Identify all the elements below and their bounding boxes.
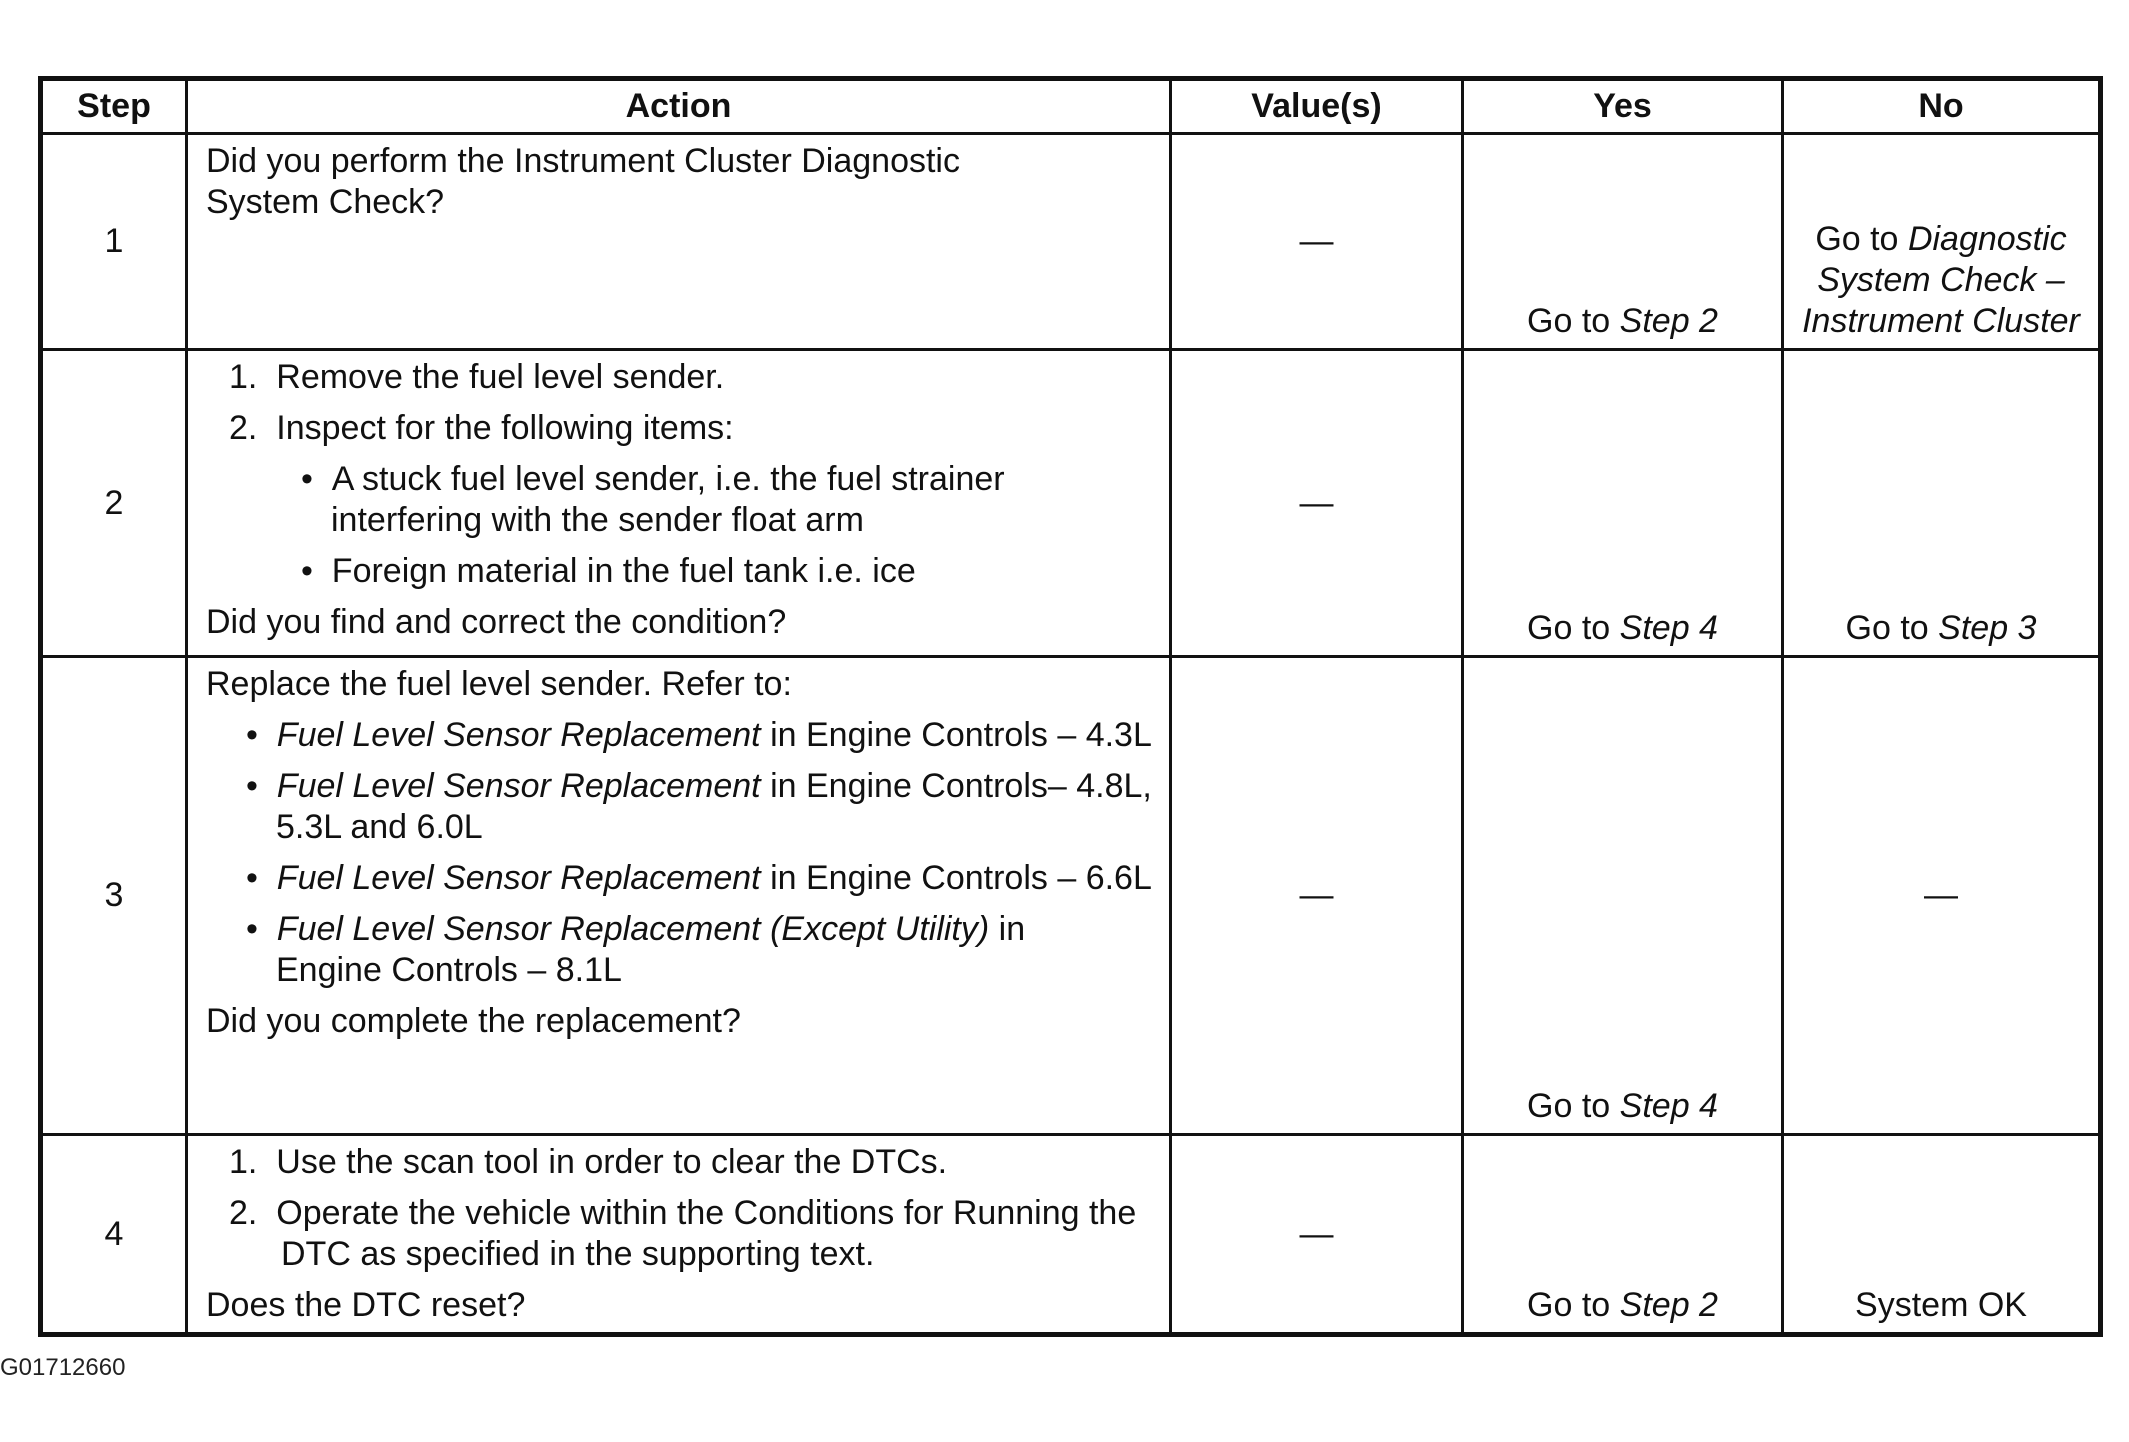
action-question: Did you perform the Instrument Cluster Diagnostic System Check? <box>206 142 960 221</box>
yes-prefix: Go to <box>1527 609 1611 647</box>
item-number: 2. <box>229 409 258 447</box>
bullet-text: in Engine Controls – 8.1L <box>276 910 1026 989</box>
action-item <box>206 1193 1155 1275</box>
table-row <box>41 1135 2101 1335</box>
no-cell <box>1783 350 2101 657</box>
bullet-text: in Engine Controls– 4.8L, 5.3L and 6.0L <box>276 767 1152 846</box>
yes-cell <box>1463 134 1783 350</box>
step-number: 2 <box>41 350 187 657</box>
step-number: 4 <box>41 1135 187 1335</box>
bullet-ref: Fuel Level Sensor Replacement <box>276 767 761 805</box>
no-cell: — <box>1783 657 2101 1135</box>
item-number: 1. <box>229 358 258 396</box>
action-question: Did you complete the replacement? <box>206 1002 741 1040</box>
yes-step-ref: Step 2 <box>1619 1286 1718 1324</box>
table-row <box>41 134 2101 350</box>
action-question: Does the DTC reset? <box>206 1286 526 1324</box>
item-text: Remove the fuel level sender. <box>276 358 725 396</box>
yes-prefix: Go to <box>1527 302 1611 340</box>
item-text: Use the scan tool in order to clear the DTCs. <box>276 1143 948 1181</box>
no-cell: System OK <box>1783 1135 2101 1335</box>
figure-id: G01712660 <box>0 1354 126 1381</box>
bullet-ref: Fuel Level Sensor Replacement <box>276 859 761 897</box>
item-text: Operate the vehicle within the Conditions for Running the DTC as specified in the supporting text. <box>276 1194 1137 1273</box>
value-cell: — <box>1171 350 1463 657</box>
action-item <box>206 408 1155 449</box>
bullet-text: Foreign material in the fuel tank i.e. ice <box>331 552 916 590</box>
header-no: No <box>1783 79 2101 134</box>
yes-step-ref: Step 4 <box>1619 609 1718 647</box>
yes-prefix: Go to <box>1527 1087 1611 1125</box>
value-cell: — <box>1171 657 1463 1135</box>
action-bullet: • Fuel Level Sensor Replacement in Engine Controls– 4.8L, 5.3L and 6.0L <box>246 767 1152 846</box>
no-ref: Diagnostic System Check – Instrument Cluster <box>1802 220 2080 340</box>
action-cell <box>187 350 1171 657</box>
step-number: 3 <box>41 657 187 1135</box>
header-yes: Yes <box>1463 79 1783 134</box>
no-prefix: Go to <box>1815 220 1899 258</box>
value-cell: — <box>1171 134 1463 350</box>
action-bullet: • A stuck fuel level sender, i.e. the fuel strainer interfering with the sender float arm <box>301 460 1005 539</box>
header-row <box>41 79 2101 134</box>
item-number: 2. <box>229 1194 258 1232</box>
step-number: 1 <box>41 134 187 350</box>
action-cell <box>187 1135 1171 1335</box>
yes-cell <box>1463 657 1783 1135</box>
table-row <box>41 657 2101 1135</box>
item-number: 1. <box>229 1143 258 1181</box>
action-cell <box>187 657 1171 1135</box>
action-intro: Replace the fuel level sender. Refer to: <box>206 665 792 703</box>
bullet-text: in Engine Controls – 6.6L <box>760 859 1152 897</box>
bullet-text: in Engine Controls – 4.3L <box>760 716 1152 754</box>
no-step-ref: Step 3 <box>1938 609 2037 647</box>
action-question: Did you find and correct the condition? <box>206 603 787 641</box>
yes-cell <box>1463 1135 1783 1335</box>
action-bullet: • Foreign material in the fuel tank i.e. ice <box>301 552 916 590</box>
item-text: Inspect for the following items: <box>276 409 734 447</box>
bullet-ref: Fuel Level Sensor Replacement (Except Utility) <box>276 910 990 948</box>
yes-cell <box>1463 350 1783 657</box>
table-row <box>41 350 2101 657</box>
no-cell <box>1783 134 2101 350</box>
action-bullet: • Fuel Level Sensor Replacement in Engine Controls – 6.6L <box>246 859 1152 897</box>
yes-step-ref: Step 2 <box>1619 302 1718 340</box>
header-action: Action <box>187 79 1171 134</box>
action-item <box>206 1142 1155 1183</box>
action-cell <box>187 134 1171 350</box>
bullet-ref: Fuel Level Sensor Replacement <box>276 716 761 754</box>
action-bullet: • Fuel Level Sensor Replacement in Engine Controls – 4.3L <box>246 716 1152 754</box>
header-values: Value(s) <box>1171 79 1463 134</box>
action-item <box>206 357 1155 398</box>
yes-step-ref: Step 4 <box>1619 1087 1718 1125</box>
no-prefix: Go to <box>1845 609 1929 647</box>
yes-prefix: Go to <box>1527 1286 1611 1324</box>
diagnostic-table <box>38 76 2103 1337</box>
bullet-text: A stuck fuel level sender, i.e. the fuel strainer interfering with the sender float arm <box>331 460 1005 539</box>
header-step: Step <box>41 79 187 134</box>
action-bullet: • Fuel Level Sensor Replacement (Except Utility) in Engine Controls – 8.1L <box>246 910 1026 989</box>
value-cell: — <box>1171 1135 1463 1335</box>
